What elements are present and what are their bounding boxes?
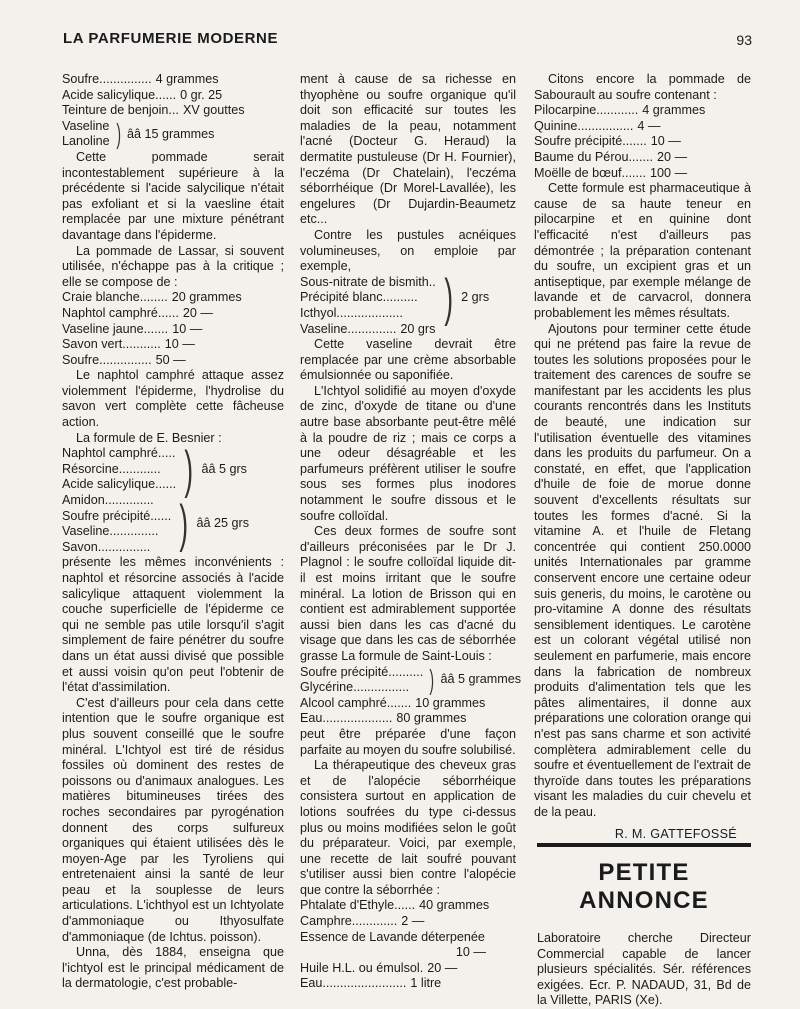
formula-row: Craie blanche........ 20 grammes — [62, 290, 242, 305]
paragraph: Unna, dès 1884, enseigna que l'ichtyol est le principal médicament de la dermatologie, c'est probable- — [62, 945, 284, 991]
formula-row: Moëlle de bœuf....... 100 — — [534, 165, 688, 180]
paragraph: La thérapeutique des cheveux gras et de l'alopécie séborrhéique consistera surtout en application de lotions soufrées du type ci-dessus plus ou moins modifiées selon le goût du préparateur. Voici, par exemple, une recette de lait soufré pouvant s'utiliser aussi bien contre l'alopécie que contre la séborrhée : — [300, 758, 516, 897]
paragraph: L'Ichtyol solidifié au moyen d'oxyde de zinc, d'oxyde de titane ou d'une autre base absorbante peut-être mêlé à la poudre de riz ; mais ce corps a une odeur désagréable et les parfumeurs préfèrent utiliser le soufre sous ses formes plus inodores notamment le soufre dissous et le soufre colloïdal. — [300, 383, 516, 523]
formula-row: Baume du Pérou....... 20 — — [534, 149, 688, 164]
formula-row: Teinture de benjoin... XV gouttes — [62, 103, 245, 118]
classified-ad — [537, 843, 751, 1009]
formula-row: Naphtol camphré...... 20 — — [62, 305, 214, 320]
formula-list — [300, 898, 516, 992]
paragraph: Ajoutons pour terminer cette étude qui ne prétend pas faire la revue de toutes les solutions proposées pour le traitement des carences de soufre se manifestant par les accidents les plus courants rencontrés dans les Instituts de beauté, une indication sur l'utilisation éventuelle des vitamines dans les produits du parfumeur. On a constaté, en effet, que l'application d'huile de foie de morue donne souvent d'excellents résultats sur toutes les formes d'acné. Si la vitamine A. et l'huile de Fletang concentrée qui contient 250.0000 unités Internationales par gramme conservent encore une certaine odeur suis generis, du moins, le carotène ou pro-vitamine A donne des résultats sensiblement identiques. Le carotène est un colorant végétal utilisé non seulement en parfumerie, mais encore dans la fabrication de nombreux produits d'alimentation tels que les pâtes alimentaires, il donne aux préparations une coloration orange qui n'est pas sans charme et son activité complètera admirablement celle du soufre et éventuellement de l'extrait de thyroïde dans toutes les préparations visant les maladies du cuir chevelu et de la peau. — [534, 321, 751, 819]
brace-glyph: ) — [184, 440, 194, 499]
divider — [537, 843, 751, 847]
formula-row: Eau.................... 80 grammes — [300, 711, 467, 726]
formula-row: Alcool camphré....... 10 grammes — [300, 695, 486, 710]
brace-glyph: ) — [115, 118, 121, 150]
column-3 — [534, 72, 751, 842]
formula-row: Huile H.L. ou émulsol. 20 — — [300, 960, 458, 975]
formula-row: Vaseline jaune....... 10 — — [62, 321, 203, 336]
paragraph: présente les mêmes inconvénients : naphtol et résorcine associés à l'acide salicylique attaquent violemment la couche superficielle de l'épiderme ce qui ne semble pas utile lorsqu'il s'agit simplement de faire pénétrer du soufre dans un état aussi divisé que possible et aussi voisin qu'on peut l'obtenir de l'état d'assimilation. — [62, 555, 284, 695]
paragraph: La pommade de Lassar, si souvent utilisée, n'échappe pas à la critique ; elle se compose de : — [62, 243, 284, 289]
paragraph: La formule de E. Besnier : — [76, 430, 222, 445]
paragraph: ment à cause de sa richesse en thyophène ou soufre organique qu'il doit son efficacité sur toutes les maladies de la peau, notamment l'acné (Docteur G. Heraud) la dermatite pustuleuse (Dr H. Fournier), l'eczéma (Dr Chatelain), l'eczéma séborrhéique (Dr Morel-Lavallée), les engelures (Dr Dujardin-Beaumetz etc... — [300, 72, 516, 227]
paragraph: C'est d'ailleurs pour cela dans cette intention que le soufre organique est plus souvent conseillé que le soufre minéral. L'Ichtyol est tiré de résidus fossiles où dominent des restes de poissons ou d'animaux analogues. Les matières bitumineuses tirées des roches secondaires par pyrogénation donnent des corps sulfureux organiques qui étaient utilisées dès le moyen-Age par les Tyroliens qui entretenaient ainsi la santé de leur peau et la souplesse de leurs articulations. L'ichthyol est un Ichtyolate d'ammoniaque ou Ithyosulfate d'ammoniaque (de Ichtus. poisson). — [62, 695, 284, 944]
formula-row: Eau........................ 1 litre — [300, 976, 442, 991]
formula-list — [534, 103, 751, 181]
formula-group: Naphtol camphré..... Résorcine............ Acide salicylique...... ) ââ 5 grs — [62, 440, 247, 499]
paragraph: Cette formule est pharmaceutique à cause de sa haute teneur en pilocarpine et en quinine dont l'efficacité n'est d'ailleurs pas démontrée ; la préparation contenant du soufre, un excipient gras et un antiseptique, par exemple mélange de lavande et de carvacrol, donnera probablement les mêmes résultats. — [534, 181, 751, 320]
page-header — [63, 30, 752, 54]
formula-group: Amidon.............. Soufre précipité...... Vaseline.............. Savon............... ) ââ 25 grs — [62, 493, 250, 554]
formula-row: Soufre............... 50 — — [62, 352, 186, 367]
formula-list — [62, 72, 284, 150]
author-signature: R. M. GATTEFOSSÉ — [614, 826, 737, 841]
paragraph: Contre les pustules acnéiques volumineuses, on emploie par exemple, — [300, 227, 516, 274]
classified-text: Laboratoire cherche Directeur Commercial capable de lancer plusieurs spécialités. Sér. références exigées. Ecr. P. NADAUD, 31, Bd de la Villette, PARIS (Xe). — [537, 931, 751, 1008]
formula-row: Soufre précipité....... 10 — — [534, 134, 681, 149]
formula-row: Soufre............... 4 grammes — [62, 72, 219, 86]
page-number: 93 — [736, 32, 752, 48]
formula-row: Savon vert........... 10 — — [62, 337, 195, 352]
paragraph: Le naphtol camphré attaque assez violemment l'épiderme, l'hydrolise du savon vert complète cette fâcheuse action. — [62, 368, 284, 430]
formula-row: Pilocarpine............ 4 grammes — [534, 103, 706, 118]
formula-row: Vaseline.............. 20 grs — [300, 321, 436, 336]
paragraph: Citons encore la pommade de Sabourault au soufre contenant : — [534, 72, 751, 102]
paragraph: Cette pommade serait incontestablement supérieure à la précédente si l'acide salycilique n'était pas exfoliant et si la vaesline était remplacée par une mixture pénétrant davantage dans l'épiderme. — [62, 149, 284, 242]
formula-row: Essence de Lavande déterpenée — [300, 929, 485, 944]
formula-row: Quinine................ 4 — — [534, 118, 661, 133]
brace-glyph: ) — [444, 269, 453, 328]
paragraph: Cette vaseline devrait être remplacée par une crème absorbable émulsionnée ou saponifiée. — [300, 337, 516, 383]
formula-group: Sous-nitrate de bismith.. Précipité blanc.......... Icthyol................... ) 2 grs — [300, 269, 490, 328]
classified-title: PETITE ANNONCE — [579, 859, 709, 914]
formula-group: Soufre précipité.......... Glycérine................ ) ââ 5 grammes — [300, 664, 522, 696]
formula-row: Phtalate d'Ethyle...... 40 grammes — [300, 898, 490, 913]
formula-list — [62, 290, 284, 368]
column-2 — [300, 72, 522, 992]
brace-glyph: ) — [429, 664, 435, 696]
formula-row: Acide salicylique...... 0 gr. 25 — [62, 87, 223, 102]
brace-glyph: ) — [179, 495, 189, 554]
formula-row: Camphre............. 2 — — [300, 914, 425, 929]
paragraph: Ces deux formes de soufre sont d'ailleurs préconisées par le Dr J. Plagnol : le soufre colloïdal liquide dit-il est moins irritant que le soufre minéral. La lotion de Brisson qui en contient est admirablement supportée aussi bien dans les cas d'acné du visage que dans les cas de séborrhée grasse La formule de Saint-Louis : — [300, 524, 516, 663]
formula-group: Vaseline Lanoline ) ââ 15 grammes — [62, 118, 215, 150]
paragraph: peut être préparée d'une façon parfaite au moyen du soufre solubilisé. — [300, 726, 516, 757]
column-1 — [62, 72, 284, 992]
journal-title: LA PARFUMERIE MODERNE — [63, 30, 279, 47]
formula-row: 10 — — [455, 945, 486, 960]
